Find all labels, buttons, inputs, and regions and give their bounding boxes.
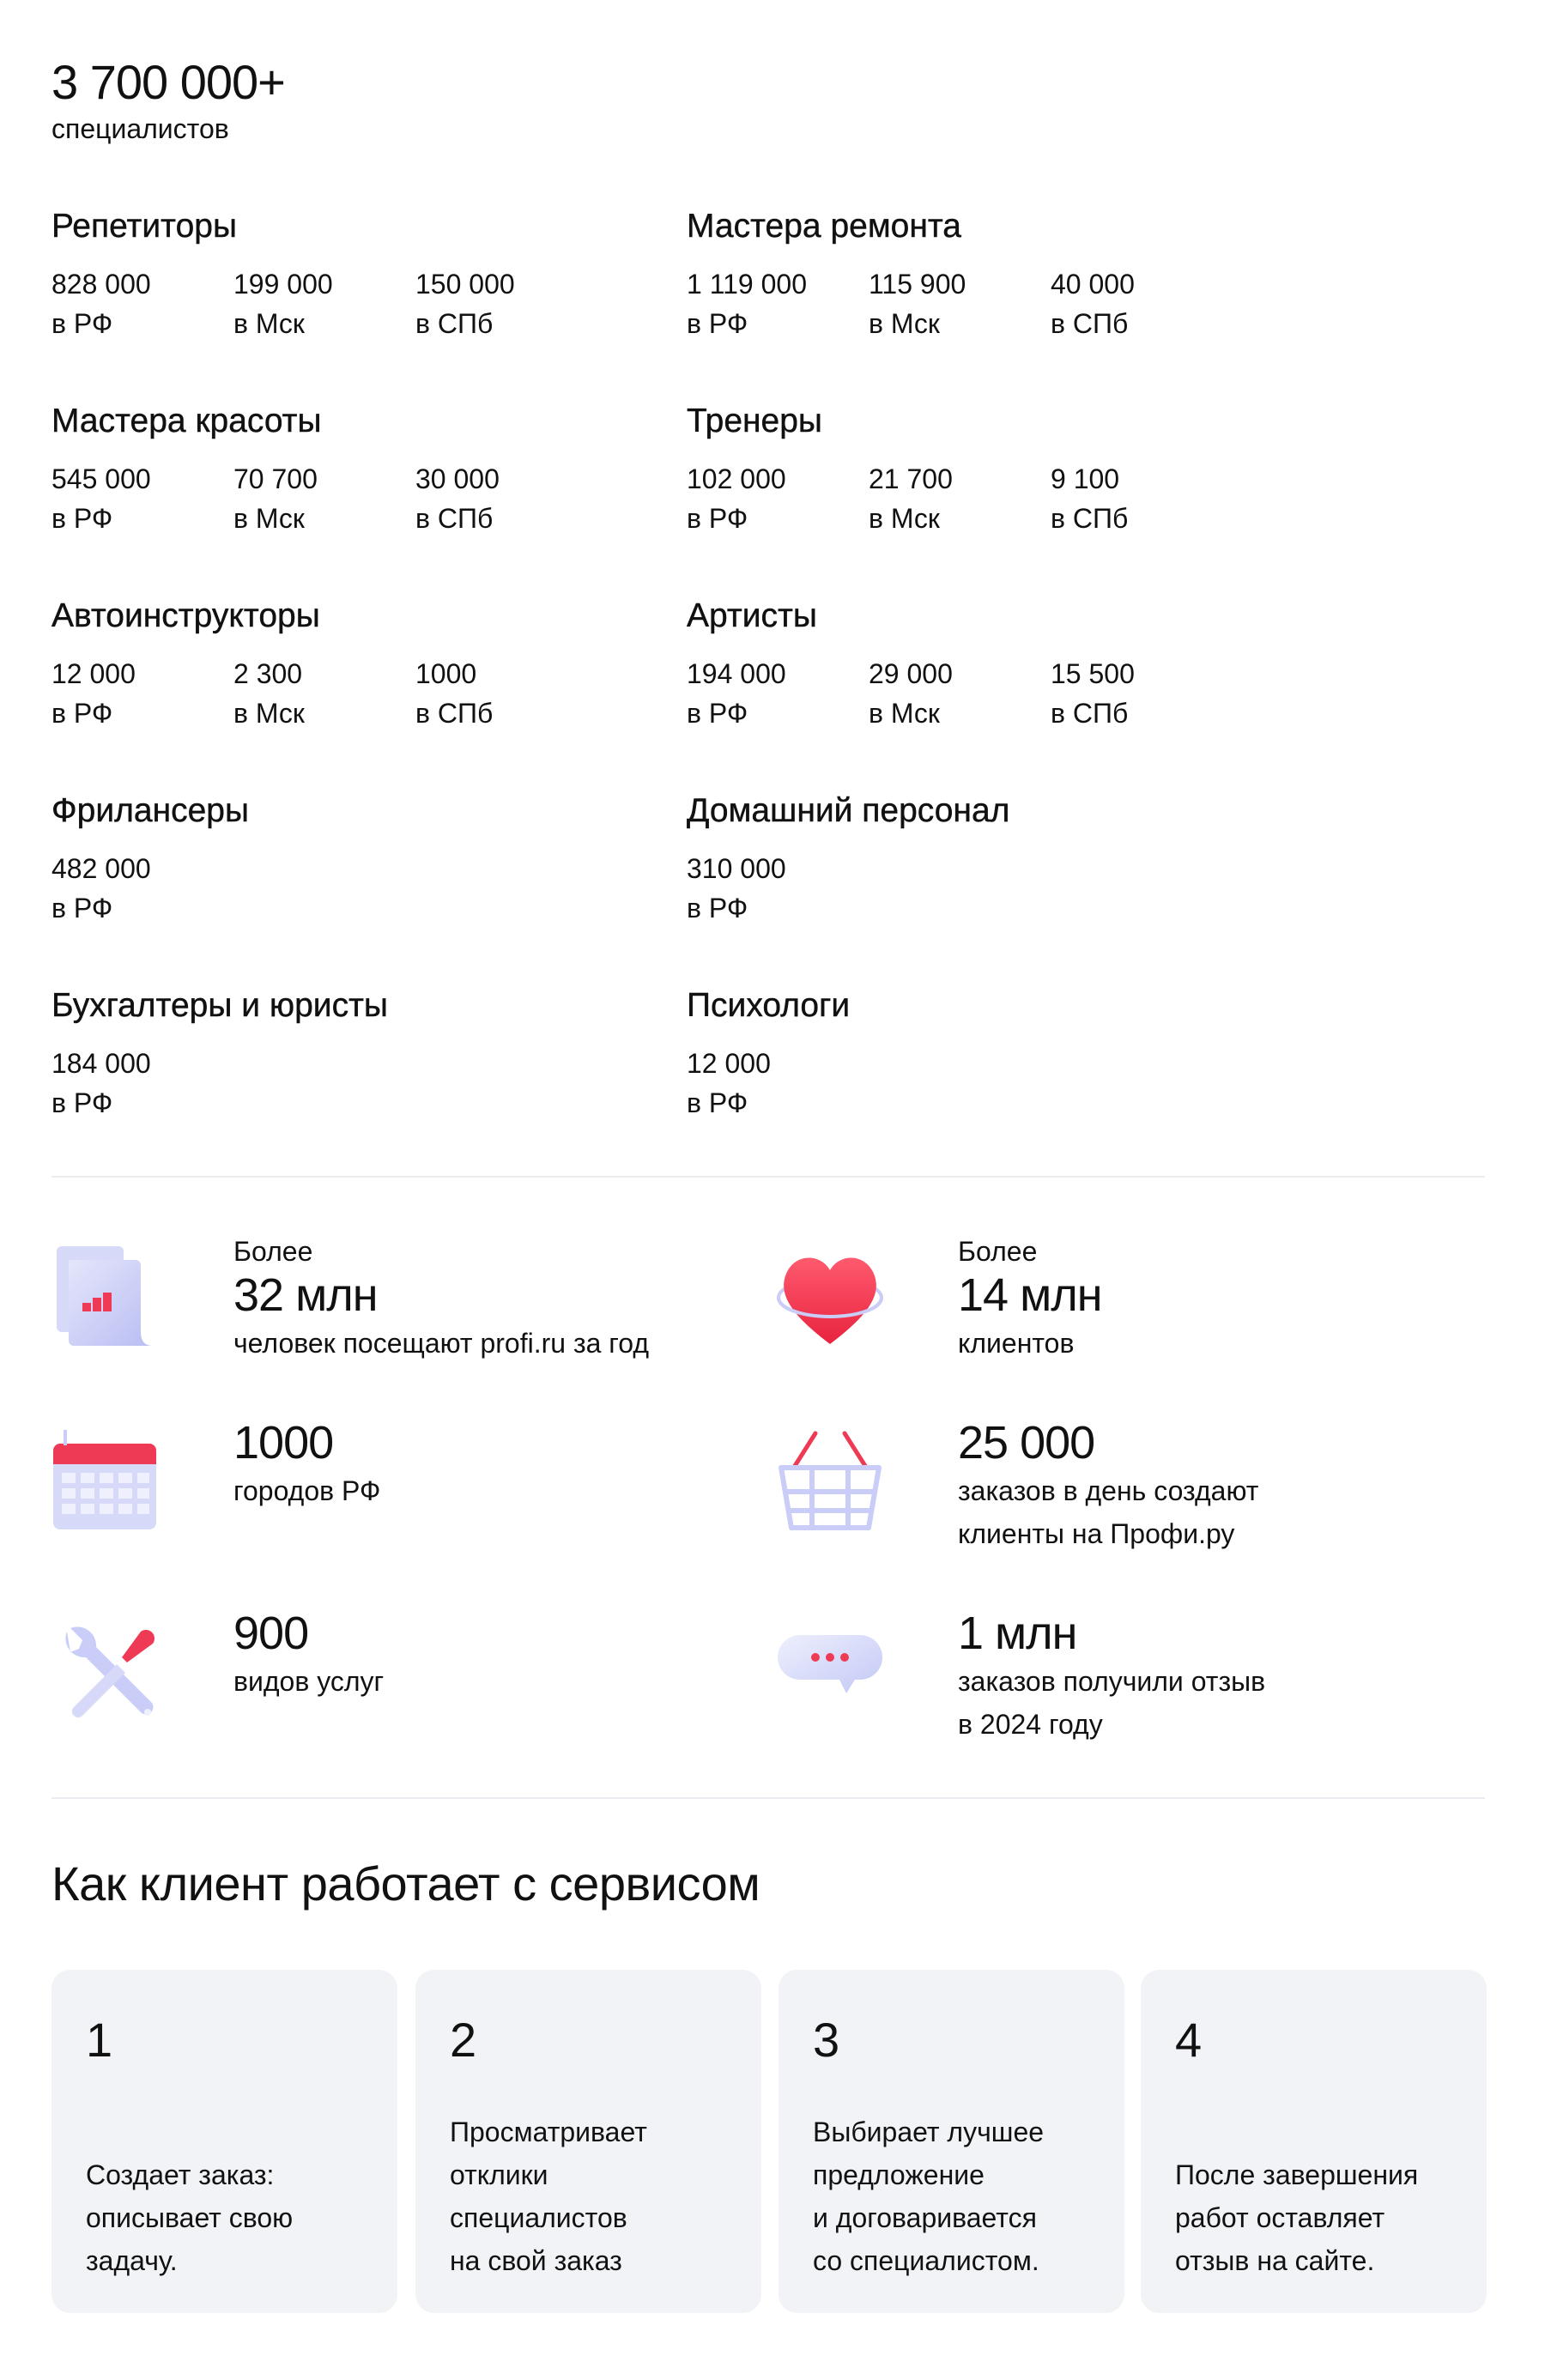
how-it-works-title: Как клиент работает с сервисом	[52, 1856, 760, 1911]
stat-value: 12 000	[687, 1048, 771, 1079]
metric-visitors	[233, 1234, 649, 1365]
step-description-line: работ оставляет	[1175, 2202, 1385, 2233]
stat-region: в РФ	[52, 308, 113, 339]
stat-region: в РФ	[52, 698, 113, 729]
stat-region: в РФ	[687, 1087, 748, 1118]
step-card-2	[415, 1970, 761, 2313]
category-title: Мастера красоты	[52, 403, 322, 439]
stat-value: 15 500	[1051, 658, 1135, 689]
stat-region: в РФ	[687, 308, 748, 339]
category-stats	[687, 459, 1305, 538]
step-number: 4	[1175, 2013, 1203, 2067]
stat-value: 150 000	[415, 269, 515, 300]
category-stat	[687, 1044, 869, 1123]
step-description-line: Просматривает	[450, 2117, 647, 2147]
metric-orders	[958, 1416, 1258, 1555]
category-stat	[415, 459, 597, 538]
stat-value: 21 700	[869, 463, 953, 494]
section-divider	[52, 1797, 1485, 1799]
category-block	[52, 596, 670, 733]
category-stats	[687, 849, 1305, 928]
step-description-line: на свой заказ	[450, 2245, 622, 2276]
step-description-line: и договаривается	[813, 2202, 1037, 2233]
stat-value: 828 000	[52, 269, 151, 300]
metric-value: 14 млн	[958, 1269, 1102, 1321]
stat-region: в СПб	[415, 698, 494, 729]
step-description	[450, 2111, 744, 2282]
category-block	[687, 596, 1305, 733]
stat-region: в Мск	[233, 698, 305, 729]
stat-value: 102 000	[687, 463, 786, 494]
stat-region: в СПб	[415, 503, 494, 534]
category-stat	[52, 264, 233, 343]
metric-clients	[958, 1234, 1102, 1365]
stat-value: 9 100	[1051, 463, 1120, 494]
metric-reviews	[958, 1607, 1265, 1746]
step-description-line: предложение	[813, 2159, 985, 2190]
category-stat	[233, 264, 415, 343]
step-description-line: описывает свою	[86, 2202, 294, 2233]
step-number: 3	[813, 2013, 840, 2067]
stat-value: 184 000	[52, 1048, 151, 1079]
section-divider	[52, 1176, 1485, 1178]
step-description-line: отзыв на сайте.	[1175, 2245, 1375, 2276]
step-description-line: отклики	[450, 2159, 548, 2190]
stat-value: 310 000	[687, 853, 786, 884]
step-description-line: После завершения	[1175, 2159, 1419, 2190]
stat-value: 30 000	[415, 463, 500, 494]
category-stat	[869, 654, 1051, 733]
step-number: 1	[86, 2013, 113, 2067]
metric-value: 32 млн	[233, 1269, 378, 1321]
stat-region: в РФ	[52, 503, 113, 534]
stat-region: в Мск	[233, 503, 305, 534]
metric-description: человек посещают profi.ru за год	[233, 1328, 650, 1359]
category-stat	[52, 1044, 233, 1123]
category-block	[687, 790, 1305, 928]
step-description-line: задачу.	[86, 2245, 178, 2276]
chat-bubble-icon	[774, 1618, 886, 1729]
category-title: Автоинструкторы	[52, 597, 320, 634]
category-stat	[233, 654, 415, 733]
category-stat	[52, 849, 233, 928]
stat-region: в СПб	[1051, 698, 1129, 729]
step-description-line: Выбирает лучшее	[813, 2117, 1045, 2147]
category-stat	[415, 654, 597, 733]
stat-value: 70 700	[233, 463, 318, 494]
step-number: 2	[450, 2013, 477, 2067]
step-description	[1175, 2153, 1469, 2282]
category-stats	[52, 849, 670, 928]
category-title: Психологи	[687, 987, 851, 1024]
category-stat	[687, 849, 869, 928]
stat-value: 2 300	[233, 658, 303, 689]
stat-region: в РФ	[52, 1087, 113, 1118]
category-stat	[869, 459, 1051, 538]
step-card-1	[52, 1970, 397, 2313]
stat-region: в СПб	[1051, 503, 1129, 534]
category-title: Бухгалтеры и юристы	[52, 987, 388, 1024]
category-stat	[687, 654, 869, 733]
stat-region: в Мск	[869, 308, 940, 339]
category-stats	[52, 654, 670, 733]
stat-region: в Мск	[869, 698, 940, 729]
metric-cities	[233, 1416, 380, 1512]
stat-region: в Мск	[869, 503, 940, 534]
step-card-3	[779, 1970, 1124, 2313]
heart-icon	[774, 1243, 886, 1354]
category-block	[687, 206, 1305, 343]
basket-icon	[774, 1425, 886, 1536]
category-stats	[52, 1044, 670, 1123]
metric-description: видов услуг	[233, 1666, 385, 1697]
step-description	[86, 2153, 380, 2282]
metric-description-line: в 2024 году	[958, 1709, 1103, 1740]
category-title: Репетиторы	[52, 208, 237, 245]
category-title: Фрилансеры	[52, 792, 250, 829]
metric-description-line: заказов получили отзыв	[958, 1666, 1266, 1697]
metric-description-line: заказов в день создают	[958, 1475, 1259, 1506]
metric-value: 1000	[233, 1417, 334, 1469]
step-description-line: Создает заказ:	[86, 2159, 275, 2190]
metric-description: клиентов	[958, 1328, 1075, 1359]
category-stats	[52, 459, 670, 538]
step-description-line: специалистов	[450, 2202, 627, 2233]
category-block	[52, 401, 670, 538]
category-stats	[687, 1044, 1305, 1123]
category-block	[687, 401, 1305, 538]
metric-services	[233, 1607, 384, 1703]
category-stats	[687, 654, 1305, 733]
metric-value: 1 млн	[958, 1608, 1077, 1659]
stat-value: 545 000	[52, 463, 151, 494]
step-description	[813, 2111, 1107, 2282]
step-description-line: со специалистом.	[813, 2245, 1039, 2276]
category-title: Домашний персонал	[687, 792, 1010, 829]
category-stats	[687, 264, 1305, 343]
stat-region: в РФ	[687, 893, 748, 924]
category-stat	[415, 264, 597, 343]
category-stat	[1051, 654, 1233, 733]
metric-value: 900	[233, 1608, 309, 1659]
stat-region: в РФ	[687, 503, 748, 534]
stat-value: 482 000	[52, 853, 151, 884]
metric-prefix: Более	[233, 1236, 313, 1267]
metric-description: городов РФ	[233, 1475, 381, 1506]
total-specialists-label: специалистов	[52, 113, 229, 144]
category-stat	[1051, 459, 1233, 538]
stat-value: 40 000	[1051, 269, 1135, 300]
stat-value: 115 900	[869, 269, 966, 300]
category-stat	[233, 459, 415, 538]
stat-value: 12 000	[52, 658, 136, 689]
stat-value: 199 000	[233, 269, 333, 300]
total-specialists-count: 3 700 000+	[52, 55, 285, 109]
metric-description-line: клиенты на Профи.ру	[958, 1518, 1235, 1549]
stat-region: в РФ	[52, 893, 113, 924]
chart-document-icon	[50, 1243, 161, 1354]
stat-value: 1000	[415, 658, 477, 689]
step-card-4	[1141, 1970, 1487, 2313]
category-stat	[687, 264, 869, 343]
metric-value: 25 000	[958, 1417, 1095, 1469]
category-stat	[52, 654, 233, 733]
category-stats	[52, 264, 670, 343]
category-block	[52, 206, 670, 343]
category-block	[52, 790, 670, 928]
category-stat	[687, 459, 869, 538]
stat-value: 29 000	[869, 658, 953, 689]
category-stat	[869, 264, 1051, 343]
category-title: Мастера ремонта	[687, 208, 961, 245]
stat-region: в Мск	[233, 308, 305, 339]
stat-value: 194 000	[687, 658, 786, 689]
tools-icon	[50, 1618, 161, 1729]
category-title: Тренеры	[687, 403, 822, 439]
category-block	[687, 985, 1305, 1123]
category-stat	[52, 459, 233, 538]
stat-region: в СПб	[1051, 308, 1129, 339]
category-title: Артисты	[687, 597, 817, 634]
calendar-icon	[50, 1425, 161, 1536]
stat-region: в РФ	[687, 698, 748, 729]
stat-region: в СПб	[415, 308, 494, 339]
stat-value: 1 119 000	[687, 269, 807, 300]
metric-prefix: Более	[958, 1236, 1038, 1267]
category-block	[52, 985, 670, 1123]
category-stat	[1051, 264, 1233, 343]
